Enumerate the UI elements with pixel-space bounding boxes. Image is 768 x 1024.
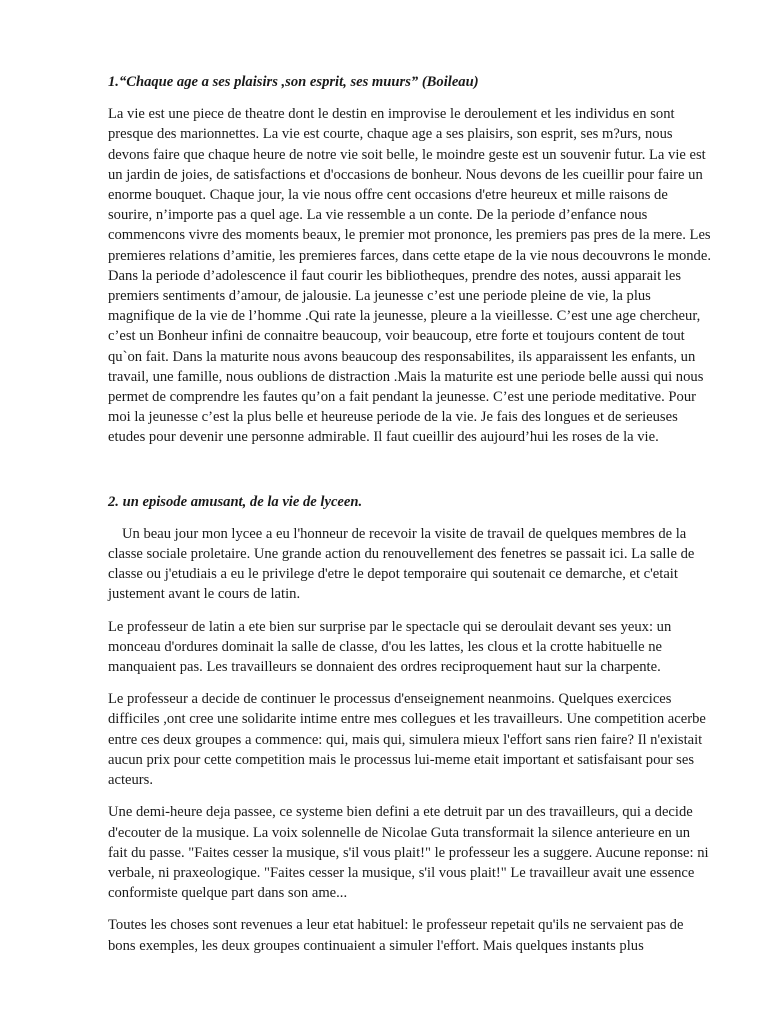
section2-heading: 2. un episode amusant, de la vie de lyceen. xyxy=(108,493,363,510)
section2-paragraph-2: Le professeur de latin a ete bien sur surprise par le spectacle qui se deroulait devant ses yeux: un monceau d'ordures dominait la salle de classe, d'ou les lattes, les clous et la crotte habituelle ne manquaient pas. Les travailleurs se donnaient des ordres reciproquement haut sur la charpente. xyxy=(108,618,672,676)
section1-paragraph: La vie est une piece de theatre dont le destin en improvise le deroulement et les individus en sont presque des marionnettes. La vie est courte, chaque age a ses plaisirs, son esprit, ses m?urs, nous devons faire que chaque heure de notre vie soit belle, le moindre geste est un souvenir futur. La vie est un jardin de joies, de satisfactions et d'occasions de bonheur. Nous devons de les cueillir pour faire un enorme bouquet. Chaque jour, la vie nous offre cent occasions d'etre heureux et mille raisons de sourire, n’importe pas a quel age. La vie ressemble a un conte. De la periode d’enfance nous commencons vivre des moments beaux, le premier mot prononce, les premiers pas pres de la mere. Les premieres relations d’amitie, les premieres farces, dans cette etape de la vie nous decouvrons le monde. Dans la periode d’adolescence il faut courir les bibliotheques, prendre des notes, aussi apparait les premiers sentiments d’amour, de jalousie. La jeunesse c’est une periode pleine de vie, la plus magnifique de la vie de l’homme .Qui rate la jeunesse, pleure a la vieillesse. C’est une age chercheur, c’est un Bonheur infini de connaitre beaucoup, voir beaucoup, etre forte et toujours content de tout qu`on fait. Dans la maturite nous avons beaucoup des responsabilites, ils apparaissent les enfants, un travail, une famille, nous oublions de distraction .Mais la maturite est une periode belle aussi qui nous permet de comprendre les fautes qu’on a fait pendant la jeunesse. C’est une periode meditative. Pour moi la jeunesse c’est la plus belle et heureuse periode de la vie. Je fais des longues et de serieuses etudes pour devenir une personne admirable. Il faut cueillir des aujourd’hui les roses de la vie. xyxy=(108,106,711,446)
section1-heading: 1.“Chaque age a ses plaisirs ,son esprit, ses muurs” (Boileau) xyxy=(108,74,479,90)
document-page xyxy=(108,72,712,968)
section2-paragraph-4: Une demi-heure deja passee, ce systeme bien defini a ete detruit par un des travailleurs, qui a decide d'ecouter de la musique. La voix solennelle de Nicolae Guta transformait la silence anterieure en un fait du passe. "Faites cesser la musique, s'il vous plait!" le professeur les a suggere. Aucune reponse: ni verbale, ni praxeologique. "Faites cesser la musique, s'il vous plait!" Le travailleur avait une essence conformiste quelque part dans son ame... xyxy=(108,804,709,902)
section2-paragraph-5: Toutes les choses sont revenues a leur etat habituel: le professeur repetait qu'ils ne servaient pas de bons exemples, les deux groupes continuaient a simuler l'effort. Mais quelques instants plus xyxy=(108,917,684,954)
section2-paragraph-1: Un beau jour mon lycee a eu l'honneur de recevoir la visite de travail de quelques membres de la classe sociale proletaire. Une grande action du renouvellement des fenetres se passait ici. La salle de classe ou j'etudiais a eu le privilege d'etre le depot temporaire qui soutenait ce demarche, et c'etait justement avant le cours de latin. xyxy=(108,525,695,603)
section2-paragraph-3: Le professeur a decide de continuer le processus d'enseignement neanmoins. Quelques exercices difficiles ,ont cree une solidarite intime entre mes collegues et les travailleurs. Une competition acerbe entre ces deux groupes a commence: qui, mais qui, simulera mieux l'effort sans rien faire? Il n'existait aucun prix pour cette competition mais le processus lui-meme etait important et satisfaisant pour ses acteurs. xyxy=(108,691,706,789)
